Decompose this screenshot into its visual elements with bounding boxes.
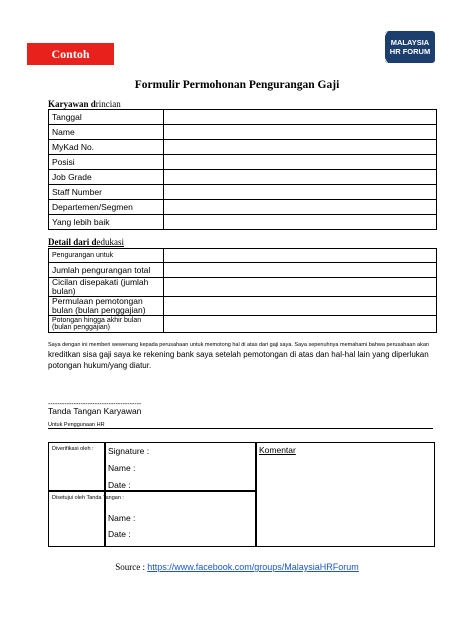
hr-use-label: Untuk Penggunaan HR <box>48 422 105 428</box>
table-row <box>49 215 437 230</box>
source-line <box>0 562 474 572</box>
deduction-details-table <box>48 248 437 333</box>
signature-dashed-line: ---------------------------------------- <box>48 401 142 408</box>
row-label: Yang lebih baik <box>49 215 164 230</box>
verifier-date-label: Date : <box>108 480 131 490</box>
employee-details-table <box>48 109 437 230</box>
row-label: Name <box>49 125 164 140</box>
row-value-field[interactable] <box>164 278 437 297</box>
hr-divider <box>48 428 433 429</box>
malaysia-hr-forum-logo <box>385 31 435 63</box>
row-value-field[interactable] <box>164 125 437 140</box>
table-row <box>49 249 437 263</box>
row-value-field[interactable] <box>164 200 437 215</box>
table-row <box>49 200 437 215</box>
employee-section-heading <box>48 99 121 109</box>
employee-heading-bold: Karyawan d <box>48 99 96 109</box>
row-value-field[interactable] <box>164 297 437 316</box>
source-label: Source : <box>115 562 145 572</box>
contoh-badge-label: Contoh <box>51 46 90 61</box>
table-row <box>49 297 437 316</box>
table-row <box>49 263 437 278</box>
source-link[interactable]: https://www.facebook.com/groups/MalaysiaHRForum <box>147 562 359 572</box>
deduction-section-heading <box>48 237 124 247</box>
verified-by-cell[interactable] <box>48 442 106 492</box>
row-label: MyKad No. <box>49 140 164 155</box>
approver-signature-cell[interactable] <box>104 490 257 547</box>
approved-by-label: Disetujui oleh Tanda Tangan : <box>52 495 124 501</box>
declaration-line2: kreditkan sisa gaji saya ke rekening bank saya setelah pemotongan di atas dan hal-hal lain yang diperlukan <box>48 350 429 359</box>
row-value-field[interactable] <box>164 185 437 200</box>
table-row <box>49 170 437 185</box>
row-label: Jumlah pengurangan total <box>49 263 164 278</box>
row-label: Tanggal <box>49 110 164 125</box>
table-row <box>49 316 437 333</box>
row-label: Pengurangan untuk <box>49 249 164 263</box>
verifier-name-label: Name : <box>108 463 136 473</box>
row-value-field[interactable] <box>164 249 437 263</box>
row-value-field[interactable] <box>164 215 437 230</box>
row-value-field[interactable] <box>164 155 437 170</box>
row-label: Departemen/Segmen <box>49 200 164 215</box>
deduction-heading-rest: edukasi <box>96 237 124 247</box>
contoh-badge <box>27 43 114 65</box>
row-label: Cicilan disepakati (jumlah bulan) <box>49 278 164 297</box>
row-label: Staff Number <box>49 185 164 200</box>
row-value-field[interactable] <box>164 170 437 185</box>
row-label: Posisi <box>49 155 164 170</box>
table-row <box>49 278 437 297</box>
row-label: Potongan hingga akhir bulan (bulan penggajian) <box>49 316 164 333</box>
row-value-field[interactable] <box>164 263 437 278</box>
approver-date-label: Date : <box>108 529 131 539</box>
form-title: Formulir Permohonan Pengurangan Gaji <box>134 79 340 91</box>
table-row <box>49 140 437 155</box>
declaration-paragraph <box>48 341 458 371</box>
verified-by-label: Diverifikasi oleh : <box>52 446 94 452</box>
row-value-field[interactable] <box>164 140 437 155</box>
approver-name-label: Name : <box>108 513 136 523</box>
declaration-line3: potongan hukum/yang diatur. <box>48 361 152 370</box>
row-label: Permulaan pemotongan bulan (bulan penggajian) <box>49 297 164 316</box>
comment-label: Komentar <box>259 445 296 455</box>
logo-line1: MALAYSIA <box>390 38 430 47</box>
logo-arc-icon <box>381 28 407 66</box>
table-row <box>49 185 437 200</box>
deduction-heading-bold: Detail dari d <box>48 237 97 247</box>
verifier-signature-label: Signature : <box>108 446 150 456</box>
row-value-field[interactable] <box>164 110 437 125</box>
table-row <box>49 110 437 125</box>
table-row <box>49 155 437 170</box>
row-label: Job Grade <box>49 170 164 185</box>
comment-cell[interactable] <box>255 442 435 547</box>
logo-line2: HR FORUM <box>389 47 431 56</box>
verifier-signature-cell[interactable] <box>104 442 257 492</box>
employee-signature-label: Tanda Tangan Karyawan <box>48 406 142 416</box>
table-row <box>49 125 437 140</box>
employee-heading-rest: rincian <box>95 99 121 109</box>
declaration-line1: Saya dengan ini memberi wewenang kepada perusahaan untuk memotong hal di atas dari gaji saya. Saya sepenuhnya memahami bahwa perusahaan akan <box>48 342 429 348</box>
row-value-field[interactable] <box>164 316 437 333</box>
